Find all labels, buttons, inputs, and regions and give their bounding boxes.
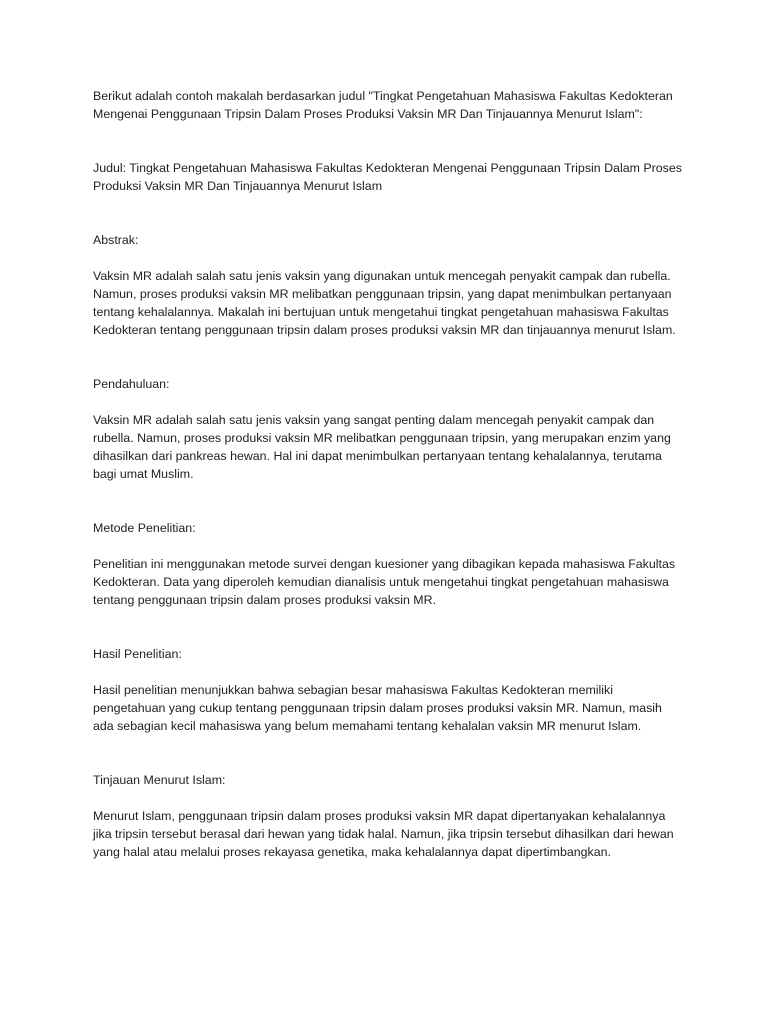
section-body-metode: Penelitian ini menggunakan metode survei dengan kuesioner yang dibagikan kepada mahasiswa Fakultas Kedokteran. Data yang diperoleh kemudian dianalisis untuk mengetahui tingkat pengetahuan mahasiswa tentang penggunaan tripsin dalam proses produksi vaksin MR. xyxy=(93,557,676,607)
spacer xyxy=(93,789,683,807)
section-body-hasil: Hasil penelitian menunjukkan bahwa sebagian besar mahasiswa Fakultas Kedokteran memiliki pengetahuan yang cukup tentang penggunaan tripsin dalam proses produksi vaksin MR. Namun, masih ada sebagian kecil mahasiswa yang belum memahami tentang kehalalan vaksin MR menurut Islam. xyxy=(93,683,662,733)
title-paragraph: Judul: Tingkat Pengetahuan Mahasiswa Fakultas Kedokteran Mengenai Penggunaan Tripsin Dalam Proses Produksi Vaksin MR Dan Tinjauannya Menurut Islam xyxy=(93,161,682,193)
document-page xyxy=(93,87,683,861)
spacer xyxy=(93,339,683,375)
spacer xyxy=(93,123,683,159)
spacer xyxy=(93,195,683,231)
section-body-abstrak: Vaksin MR adalah salah satu jenis vaksin yang digunakan untuk mencegah penyakit campak dan rubella. Namun, proses produksi vaksin MR melibatkan penggunaan tripsin, yang dapat menimbulkan pertanyaan tentang kehalalannya. Makalah ini bertujuan untuk mengetahui tingkat pengetahuan mahasiswa Fakultas Kedokteran tentang penggunaan tripsin dalam proses produksi vaksin MR dan tinjauannya menurut Islam. xyxy=(93,269,676,337)
section-heading-pendahuluan: Pendahuluan: xyxy=(93,377,170,391)
section-heading-tinjauan: Tinjauan Menurut Islam: xyxy=(93,773,226,787)
spacer xyxy=(93,249,683,267)
section-heading-hasil: Hasil Penelitian: xyxy=(93,647,182,661)
intro-paragraph: Berikut adalah contoh makalah berdasarkan judul "Tingkat Pengetahuan Mahasiswa Fakultas Kedokteran Mengenai Penggunaan Tripsin Dalam Proses Produksi Vaksin MR Dan Tinjauannya Menurut Islam": xyxy=(93,89,673,121)
section-heading-abstrak: Abstrak: xyxy=(93,233,139,247)
spacer xyxy=(93,609,683,645)
spacer xyxy=(93,393,683,411)
spacer xyxy=(93,483,683,519)
spacer xyxy=(93,537,683,555)
section-body-pendahuluan: Vaksin MR adalah salah satu jenis vaksin yang sangat penting dalam mencegah penyakit campak dan rubella. Namun, proses produksi vaksin MR melibatkan penggunaan tripsin, yang merupakan enzim yang dihasilkan dari pankreas hewan. Hal ini dapat menimbulkan pertanyaan tentang kehalalannya, terutama bagi umat Muslim. xyxy=(93,413,671,481)
spacer xyxy=(93,735,683,771)
spacer xyxy=(93,663,683,681)
section-heading-metode: Metode Penelitian: xyxy=(93,521,196,535)
section-body-tinjauan: Menurut Islam, penggunaan tripsin dalam proses produksi vaksin MR dapat dipertanyakan kehalalannya jika tripsin tersebut berasal dari hewan yang tidak halal. Namun, jika tripsin tersebut dihasilkan dari hewan yang halal atau melalui proses rekayasa genetika, maka kehalalannya dapat dipertimbangkan. xyxy=(93,809,674,859)
